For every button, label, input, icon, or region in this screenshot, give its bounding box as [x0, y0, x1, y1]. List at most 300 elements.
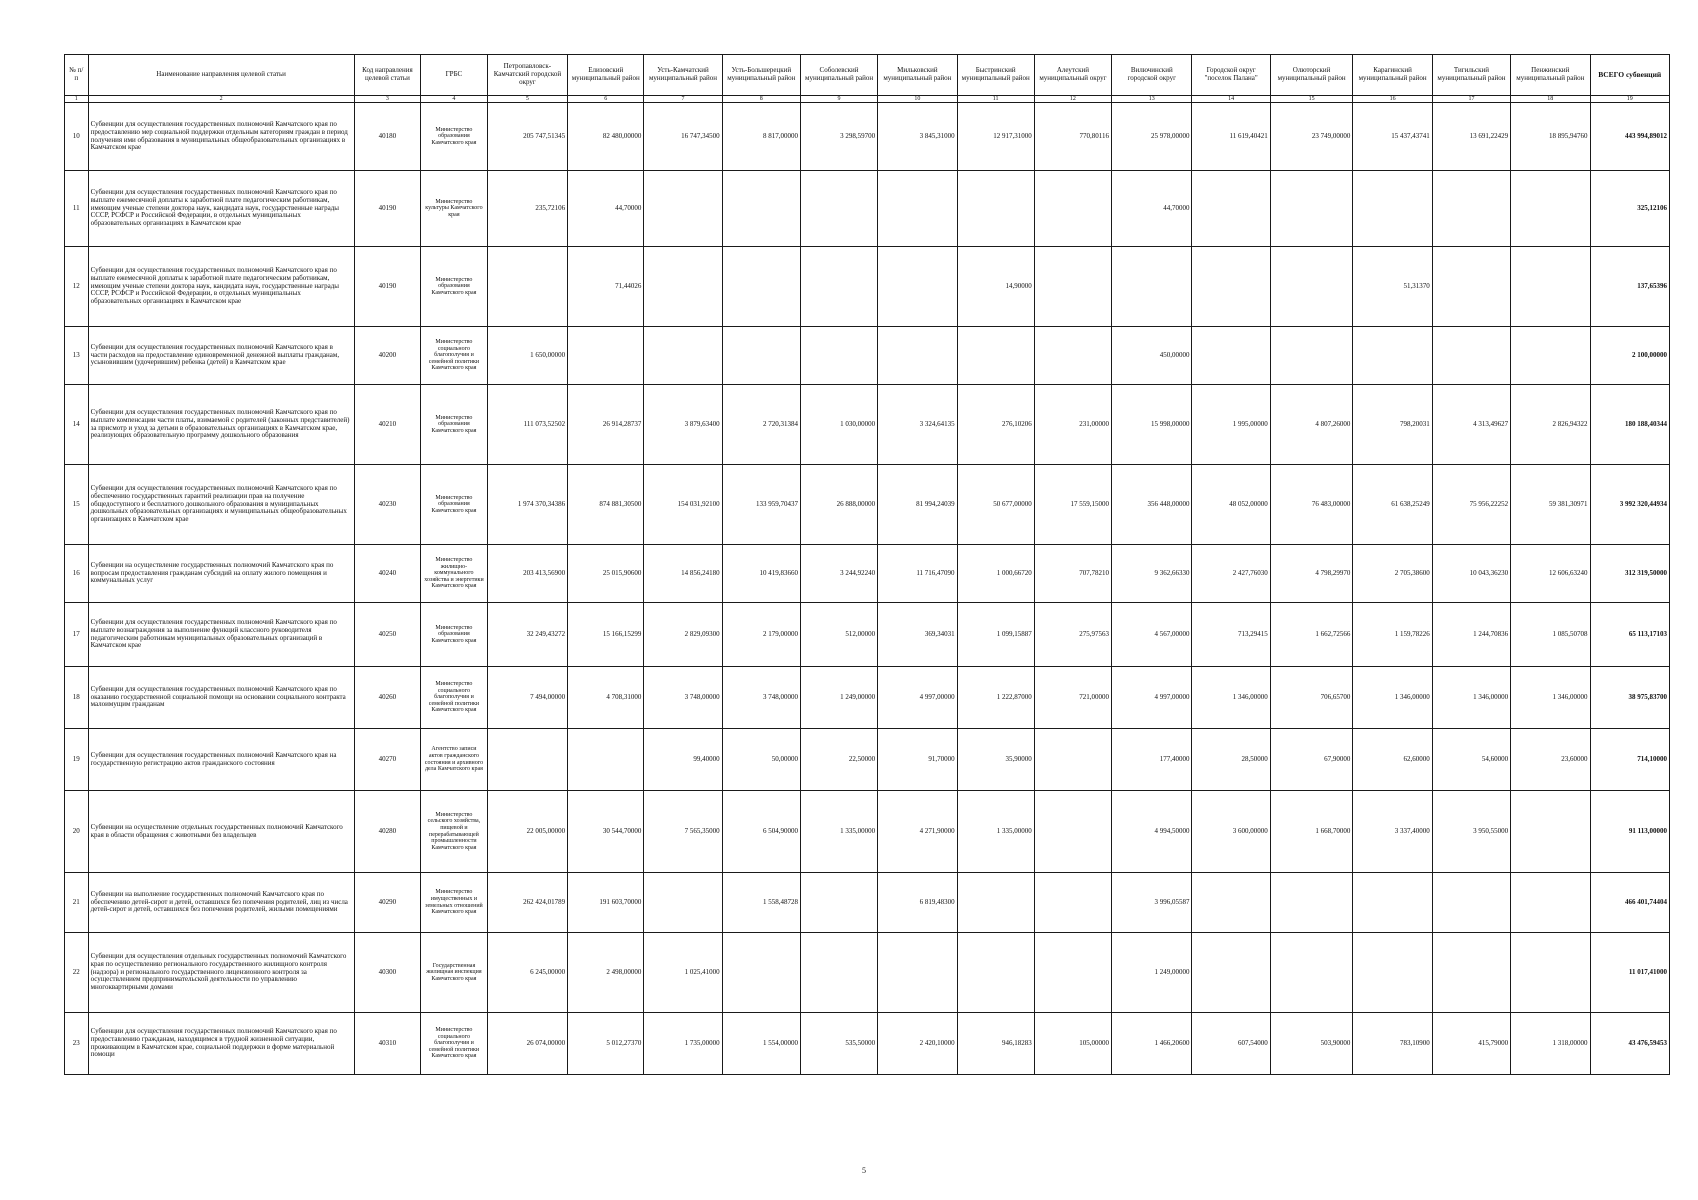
table-row	[65, 385, 1670, 465]
total-subvention: 3 992 320,44934	[1590, 465, 1670, 545]
table-row	[65, 327, 1670, 385]
municipality-value: 770,80116	[1034, 103, 1111, 171]
municipality-value: 6 504,90000	[722, 791, 800, 873]
table-row	[65, 1013, 1670, 1075]
column-header: Карагинский муниципальный район	[1353, 55, 1432, 96]
column-number: 18	[1511, 96, 1590, 103]
column-header: Усть-Большерецкий муниципальный район	[722, 55, 800, 96]
municipality-value: 4 997,00000	[878, 667, 957, 729]
column-number: 12	[1034, 96, 1111, 103]
row-number: 13	[65, 327, 89, 385]
municipality-value: 9 362,66330	[1112, 545, 1192, 603]
municipality-value: 13 691,22429	[1432, 103, 1510, 171]
municipality-value: 50,00000	[722, 729, 800, 791]
target-item-code: 40250	[354, 603, 421, 667]
municipality-value	[1511, 791, 1590, 873]
municipality-value: 1 244,70836	[1432, 603, 1510, 667]
municipality-value	[644, 247, 722, 327]
municipality-value: 874 881,30500	[568, 465, 644, 545]
grbs-name: Министерство социального благополучия и семейной политики Камчатского края	[421, 327, 488, 385]
municipality-value: 28,50000	[1192, 729, 1270, 791]
target-item-code: 40210	[354, 385, 421, 465]
target-item-name: Субвенции для осуществления отдельных государственных полномочий Камчатского края по осуществлению регионального государственного жилищного контроля (надзора) и регионального государственного лицензионного контроля за осуществлением предпринимательской деятельности по управлению многоквартирными домами	[88, 933, 354, 1013]
municipality-value: 2 427,76030	[1192, 545, 1270, 603]
municipality-value: 1 222,87000	[957, 667, 1034, 729]
municipality-value	[1432, 247, 1510, 327]
municipality-value: 1 346,00000	[1353, 667, 1432, 729]
municipality-value: 16 747,34500	[644, 103, 722, 171]
municipality-value: 6 245,00000	[487, 933, 567, 1013]
grbs-name: Министерство сельского хозяйства, пищевой и перерабатывающей промышленности Камчатского края	[421, 791, 488, 873]
municipality-value	[644, 327, 722, 385]
table-row	[65, 729, 1670, 791]
target-item-code: 40310	[354, 1013, 421, 1075]
municipality-value: 15 166,15299	[568, 603, 644, 667]
total-subvention: 91 113,00000	[1590, 791, 1670, 873]
municipality-value: 721,00000	[1034, 667, 1111, 729]
municipality-value: 3 600,00000	[1192, 791, 1270, 873]
municipality-value	[1511, 171, 1590, 247]
municipality-value	[1511, 933, 1590, 1013]
municipality-value: 1 558,48728	[722, 873, 800, 933]
municipality-value: 503,90000	[1270, 1013, 1353, 1075]
column-header: Вилючинский городской округ	[1112, 55, 1192, 96]
municipality-value: 26 914,28737	[568, 385, 644, 465]
municipality-value: 4 997,00000	[1112, 667, 1192, 729]
municipality-value: 32 249,43272	[487, 603, 567, 667]
municipality-value	[1270, 933, 1353, 1013]
target-item-name: Субвенции для осуществления государственных полномочий Камчатского края по оказанию государственной социальной помощи на основании социального контракта малоимущим гражданам	[88, 667, 354, 729]
row-number: 17	[65, 603, 89, 667]
municipality-value	[1432, 171, 1510, 247]
column-number: 6	[568, 96, 644, 103]
municipality-value: 1 099,15887	[957, 603, 1034, 667]
row-number: 19	[65, 729, 89, 791]
municipality-value: 75 956,22252	[1432, 465, 1510, 545]
municipality-value: 5 012,27370	[568, 1013, 644, 1075]
municipality-value: 6 819,48300	[878, 873, 957, 933]
municipality-value: 3 748,00000	[644, 667, 722, 729]
municipality-value	[1270, 327, 1353, 385]
municipality-value: 1 346,00000	[1511, 667, 1590, 729]
municipality-value: 91,70000	[878, 729, 957, 791]
target-item-code: 40270	[354, 729, 421, 791]
municipality-value: 4 994,50000	[1112, 791, 1192, 873]
target-item-code: 40190	[354, 171, 421, 247]
municipality-value	[800, 171, 877, 247]
row-number: 15	[65, 465, 89, 545]
municipality-value: 3 845,31000	[878, 103, 957, 171]
municipality-value: 4 798,29970	[1270, 545, 1353, 603]
municipality-value: 3 298,59700	[800, 103, 877, 171]
column-header: Соболевский муниципальный район	[800, 55, 877, 96]
target-item-code: 40240	[354, 545, 421, 603]
municipality-value: 7 494,00000	[487, 667, 567, 729]
column-header: Олюторский муниципальный район	[1270, 55, 1353, 96]
municipality-value: 1 249,00000	[1112, 933, 1192, 1013]
municipality-value: 3 879,63400	[644, 385, 722, 465]
total-subvention: 180 188,40344	[1590, 385, 1670, 465]
column-number: 8	[722, 96, 800, 103]
municipality-value: 1 650,00000	[487, 327, 567, 385]
municipality-value	[878, 933, 957, 1013]
municipality-value: 1 466,20600	[1112, 1013, 1192, 1075]
subvention-distribution-table	[64, 54, 1670, 1075]
municipality-value: 798,20031	[1353, 385, 1432, 465]
municipality-value: 4 271,90000	[878, 791, 957, 873]
column-number: 15	[1270, 96, 1353, 103]
target-item-name: Субвенции для осуществления государственных полномочий Камчатского края по предоставлению мер социальной поддержки отдельным категориям граждан в период получения ими образования в муниципальных общеобразовательных организациях в Камчатском крае	[88, 103, 354, 171]
municipality-value: 3 748,00000	[722, 667, 800, 729]
municipality-value	[1353, 327, 1432, 385]
municipality-value: 105,00000	[1034, 1013, 1111, 1075]
municipality-value	[1432, 873, 1510, 933]
row-number: 20	[65, 791, 89, 873]
municipality-value: 707,78210	[1034, 545, 1111, 603]
municipality-value: 48 052,00000	[1192, 465, 1270, 545]
municipality-value: 231,00000	[1034, 385, 1111, 465]
table-row	[65, 465, 1670, 545]
target-item-name: Субвенции для осуществления государственных полномочий Камчатского края по выплате компенсации части платы, взимаемой с родителей (законных представителей) за присмотр и уход за детьми в образовательных организациях в Камчатском крае, реализующих образовательную программу дошкольного образования	[88, 385, 354, 465]
municipality-value: 2 179,00000	[722, 603, 800, 667]
row-number: 14	[65, 385, 89, 465]
municipality-value: 35,90000	[957, 729, 1034, 791]
municipality-value	[1511, 873, 1590, 933]
municipality-value: 59 381,30971	[1511, 465, 1590, 545]
municipality-value: 67,90000	[1270, 729, 1353, 791]
municipality-value: 3 996,05587	[1112, 873, 1192, 933]
municipality-value: 12 917,31000	[957, 103, 1034, 171]
municipality-value	[957, 933, 1034, 1013]
municipality-value	[1034, 171, 1111, 247]
municipality-value: 1 335,00000	[800, 791, 877, 873]
municipality-value: 76 483,00000	[1270, 465, 1353, 545]
municipality-value: 7 565,35000	[644, 791, 722, 873]
row-number: 23	[65, 1013, 89, 1075]
municipality-value: 512,00000	[800, 603, 877, 667]
target-item-code: 40280	[354, 791, 421, 873]
total-subvention: 11 017,41000	[1590, 933, 1670, 1013]
row-number: 12	[65, 247, 89, 327]
table-row	[65, 603, 1670, 667]
table-row	[65, 933, 1670, 1013]
table-row	[65, 791, 1670, 873]
target-item-name: Субвенции для осуществления государственных полномочий Камчатского края в части расходов на предоставление единовременной денежной выплаты гражданам, усыновившим (удочерившим) ребенка (детей) в Камчатском крае	[88, 327, 354, 385]
column-number: 9	[800, 96, 877, 103]
column-number: 13	[1112, 96, 1192, 103]
municipality-value: 262 424,01789	[487, 873, 567, 933]
table-body	[65, 103, 1670, 1075]
municipality-value	[1511, 247, 1590, 327]
table-row	[65, 247, 1670, 327]
municipality-value: 1 335,00000	[957, 791, 1034, 873]
municipality-value: 10 043,36230	[1432, 545, 1510, 603]
municipality-value	[1192, 933, 1270, 1013]
target-item-code: 40190	[354, 247, 421, 327]
municipality-value: 607,54000	[1192, 1013, 1270, 1075]
municipality-value: 71,44026	[568, 247, 644, 327]
municipality-value: 17 559,15000	[1034, 465, 1111, 545]
municipality-value: 276,10206	[957, 385, 1034, 465]
target-item-code: 40230	[354, 465, 421, 545]
column-number: 14	[1192, 96, 1270, 103]
municipality-value: 713,29415	[1192, 603, 1270, 667]
municipality-value: 10 419,83660	[722, 545, 800, 603]
municipality-value: 3 324,64135	[878, 385, 957, 465]
grbs-name: Министерство образования Камчатского края	[421, 103, 488, 171]
municipality-value: 450,00000	[1112, 327, 1192, 385]
total-subvention: 466 401,74404	[1590, 873, 1670, 933]
column-number: 11	[957, 96, 1034, 103]
grbs-name: Агентство записи актов гражданского состояния и архивного дела Камчатского края	[421, 729, 488, 791]
municipality-value: 1 668,70000	[1270, 791, 1353, 873]
municipality-value: 4 313,49627	[1432, 385, 1510, 465]
grbs-name: Государственная жилищная инспекция Камчатского края	[421, 933, 488, 1013]
municipality-value: 203 413,56900	[487, 545, 567, 603]
target-item-code: 40180	[354, 103, 421, 171]
municipality-value: 1 735,00000	[644, 1013, 722, 1075]
row-number: 16	[65, 545, 89, 603]
column-header: Тигильский муниципальный район	[1432, 55, 1510, 96]
municipality-value: 54,60000	[1432, 729, 1510, 791]
municipality-value: 1 025,41000	[644, 933, 722, 1013]
municipality-value	[1192, 327, 1270, 385]
target-item-name: Субвенции на осуществление государственных полномочий Камчатского края по вопросам предоставления гражданам субсидий на оплату жилого помещения и коммунальных услуг	[88, 545, 354, 603]
municipality-value: 1 249,00000	[800, 667, 877, 729]
municipality-value: 14 856,24180	[644, 545, 722, 603]
municipality-value: 44,70000	[1112, 171, 1192, 247]
column-header: Пенжинский муниципальный район	[1511, 55, 1590, 96]
municipality-value: 26 888,00000	[800, 465, 877, 545]
grbs-name: Министерство образования Камчатского края	[421, 247, 488, 327]
grbs-name: Министерство культуры Камчатского края	[421, 171, 488, 247]
municipality-value	[568, 327, 644, 385]
municipality-value: 4 708,31000	[568, 667, 644, 729]
municipality-value: 191 603,70000	[568, 873, 644, 933]
municipality-value: 275,97563	[1034, 603, 1111, 667]
municipality-value: 783,10900	[1353, 1013, 1432, 1075]
target-item-name: Субвенции на осуществление отдельных государственных полномочий Камчатского края в области обращения с животными без владельцев	[88, 791, 354, 873]
column-header: Алеутский муниципальный округ	[1034, 55, 1111, 96]
table-row	[65, 667, 1670, 729]
table-row	[65, 103, 1670, 171]
grbs-name: Министерство социального благополучия и семейной политики Камчатского края	[421, 1013, 488, 1075]
municipality-value: 99,40000	[644, 729, 722, 791]
grbs-name: Министерство жилищно-коммунального хозяйства и энергетики Камчатского края	[421, 545, 488, 603]
row-number: 11	[65, 171, 89, 247]
target-item-name: Субвенции для осуществления государственных полномочий Камчатского края по предоставлению гражданам, находящимся в трудной жизненной ситуации, проживающим в Камчатском крае, социальной поддержки в форме материальной помощи	[88, 1013, 354, 1075]
column-number: 10	[878, 96, 957, 103]
column-number-row	[65, 96, 1670, 103]
row-number: 10	[65, 103, 89, 171]
column-number: 1	[65, 96, 89, 103]
municipality-value: 15 437,43741	[1353, 103, 1432, 171]
municipality-value	[800, 247, 877, 327]
grbs-name: Министерство имущественных и земельных отношений Камчатского края	[421, 873, 488, 933]
municipality-value: 1 159,78226	[1353, 603, 1432, 667]
column-number: 3	[354, 96, 421, 103]
grbs-name: Министерство образования Камчатского края	[421, 603, 488, 667]
municipality-value: 3 950,55000	[1432, 791, 1510, 873]
municipality-value	[800, 327, 877, 385]
municipality-value	[568, 729, 644, 791]
municipality-value: 1 030,00000	[800, 385, 877, 465]
table-row	[65, 545, 1670, 603]
municipality-value	[1353, 171, 1432, 247]
municipality-value	[1034, 729, 1111, 791]
total-subvention: 137,65396	[1590, 247, 1670, 327]
municipality-value: 18 895,94760	[1511, 103, 1590, 171]
target-item-name: Субвенции для осуществления государственных полномочий Камчатского края по выплате ежемесячной доплаты к заработной плате педагогическим работникам, имеющим ученые степени доктора наук, кандидата наук, государственные награды СССР, РСФСР и Российской Федерации, в отдельных муниципальных образовательных организациях в Камчатском крае	[88, 247, 354, 327]
municipality-value	[1270, 873, 1353, 933]
municipality-value: 415,79000	[1432, 1013, 1510, 1075]
column-header: Петропавловск-Камчатский городской округ	[487, 55, 567, 96]
municipality-value	[644, 171, 722, 247]
municipality-value: 11 716,47090	[878, 545, 957, 603]
municipality-value	[1192, 247, 1270, 327]
municipality-value	[878, 327, 957, 385]
municipality-value	[957, 873, 1034, 933]
municipality-value	[1034, 933, 1111, 1013]
municipality-value	[722, 327, 800, 385]
municipality-value	[722, 933, 800, 1013]
municipality-value	[1511, 327, 1590, 385]
municipality-value: 23,60000	[1511, 729, 1590, 791]
grbs-name: Министерство социального благополучия и семейной политики Камчатского края	[421, 667, 488, 729]
municipality-value	[1432, 327, 1510, 385]
column-header: Наименование направления целевой статьи	[88, 55, 354, 96]
municipality-value: 369,34031	[878, 603, 957, 667]
target-item-name: Субвенции для осуществления государственных полномочий Камчатского края на государственную регистрацию актов гражданского состояния	[88, 729, 354, 791]
municipality-value: 4 807,26000	[1270, 385, 1353, 465]
municipality-value	[1353, 933, 1432, 1013]
municipality-value	[1034, 873, 1111, 933]
column-header: Усть-Камчатский муниципальный район	[644, 55, 722, 96]
column-header: Елизовский муниципальный район	[568, 55, 644, 96]
municipality-value: 8 817,00000	[722, 103, 800, 171]
municipality-value	[1270, 171, 1353, 247]
column-number: 5	[487, 96, 567, 103]
total-subvention: 38 975,83700	[1590, 667, 1670, 729]
municipality-value: 1 974 370,34386	[487, 465, 567, 545]
municipality-value	[487, 247, 567, 327]
column-number: 4	[421, 96, 488, 103]
column-number: 17	[1432, 96, 1510, 103]
municipality-value: 1 318,00000	[1511, 1013, 1590, 1075]
municipality-value	[1192, 873, 1270, 933]
column-header: Быстринский муниципальный район	[957, 55, 1034, 96]
column-number: 16	[1353, 96, 1432, 103]
municipality-value: 133 959,70437	[722, 465, 800, 545]
municipality-value: 1 662,72566	[1270, 603, 1353, 667]
column-header: ГРБС	[421, 55, 488, 96]
column-header: ВСЕГО субвенций	[1590, 55, 1670, 96]
municipality-value: 82 480,00000	[568, 103, 644, 171]
municipality-value: 62,60000	[1353, 729, 1432, 791]
column-header: Городской округ "поселок Палана"	[1192, 55, 1270, 96]
municipality-value	[1112, 247, 1192, 327]
municipality-value: 22,50000	[800, 729, 877, 791]
municipality-value	[1353, 873, 1432, 933]
municipality-value: 111 073,52502	[487, 385, 567, 465]
grbs-name: Министерство образования Камчатского края	[421, 465, 488, 545]
column-header: Код направления целевой статьи	[354, 55, 421, 96]
total-subvention: 325,12106	[1590, 171, 1670, 247]
municipality-value: 51,31370	[1353, 247, 1432, 327]
row-number: 22	[65, 933, 89, 1013]
municipality-value: 1 995,00000	[1192, 385, 1270, 465]
municipality-value: 154 031,92100	[644, 465, 722, 545]
municipality-value: 235,72106	[487, 171, 567, 247]
municipality-value	[1034, 247, 1111, 327]
municipality-value	[878, 247, 957, 327]
target-item-name: Субвенции для осуществления государственных полномочий Камчатского края по обеспечению государственных гарантий реализации прав на получение общедоступного и бесплатного дошкольного образования в муниципальных дошкольных образовательных организациях и муниципальных общеобразовательных организациях в Камчатском крае	[88, 465, 354, 545]
municipality-value: 1 085,50708	[1511, 603, 1590, 667]
municipality-value: 1 346,00000	[1432, 667, 1510, 729]
municipality-value: 4 567,00000	[1112, 603, 1192, 667]
row-number: 18	[65, 667, 89, 729]
target-item-code: 40260	[354, 667, 421, 729]
municipality-value: 1 000,66720	[957, 545, 1034, 603]
municipality-value: 11 619,40421	[1192, 103, 1270, 171]
municipality-value	[878, 171, 957, 247]
municipality-value	[1270, 247, 1353, 327]
municipality-value: 2 705,38600	[1353, 545, 1432, 603]
grbs-name: Министерство образования Камчатского края	[421, 385, 488, 465]
municipality-value	[1034, 327, 1111, 385]
target-item-name: Субвенции на выполнение государственных полномочий Камчатского края по обеспечению детей-сирот и детей, оставшихся без попечения родителей, лиц из числа детей-сирот и детей, оставшихся без попечения родителей, жилыми помещениями	[88, 873, 354, 933]
municipality-value: 1 554,00000	[722, 1013, 800, 1075]
row-number: 21	[65, 873, 89, 933]
municipality-value: 2 826,94322	[1511, 385, 1590, 465]
municipality-value: 706,65700	[1270, 667, 1353, 729]
municipality-value: 15 998,00000	[1112, 385, 1192, 465]
column-number: 7	[644, 96, 722, 103]
municipality-value: 81 994,24039	[878, 465, 957, 545]
municipality-value: 30 544,70000	[568, 791, 644, 873]
municipality-value	[722, 247, 800, 327]
municipality-value: 25 978,00000	[1112, 103, 1192, 171]
municipality-value: 946,18283	[957, 1013, 1034, 1075]
municipality-value: 177,40000	[1112, 729, 1192, 791]
municipality-value	[644, 873, 722, 933]
municipality-value	[1034, 791, 1111, 873]
municipality-value	[1192, 171, 1270, 247]
municipality-value: 12 606,63240	[1511, 545, 1590, 603]
municipality-value: 23 749,00000	[1270, 103, 1353, 171]
total-subvention: 2 100,00000	[1590, 327, 1670, 385]
column-number: 19	[1590, 96, 1670, 103]
table-row	[65, 171, 1670, 247]
municipality-value	[487, 729, 567, 791]
municipality-value: 25 015,90600	[568, 545, 644, 603]
total-subvention: 43 476,59453	[1590, 1013, 1670, 1075]
municipality-value	[1432, 933, 1510, 1013]
page-mark: 5	[862, 1166, 866, 1175]
municipality-value: 3 244,92240	[800, 545, 877, 603]
municipality-value	[722, 171, 800, 247]
column-header: № п/п	[65, 55, 89, 96]
budget-table-sheet	[64, 54, 1670, 1075]
total-subvention: 65 113,17103	[1590, 603, 1670, 667]
municipality-value	[800, 933, 877, 1013]
target-item-code: 40290	[354, 873, 421, 933]
municipality-value: 14,90000	[957, 247, 1034, 327]
target-item-name: Субвенции для осуществления государственных полномочий Камчатского края по выплате ежемесячной доплаты к заработной плате педагогическим работникам, имеющим ученые степени доктора наук, кандидата наук, государственные награды СССР, РСФСР и Российской Федерации, в отдельных муниципальных образовательных организациях в Камчатском крае	[88, 171, 354, 247]
municipality-value: 2 420,10000	[878, 1013, 957, 1075]
municipality-value: 2 829,09300	[644, 603, 722, 667]
table-row	[65, 873, 1670, 933]
